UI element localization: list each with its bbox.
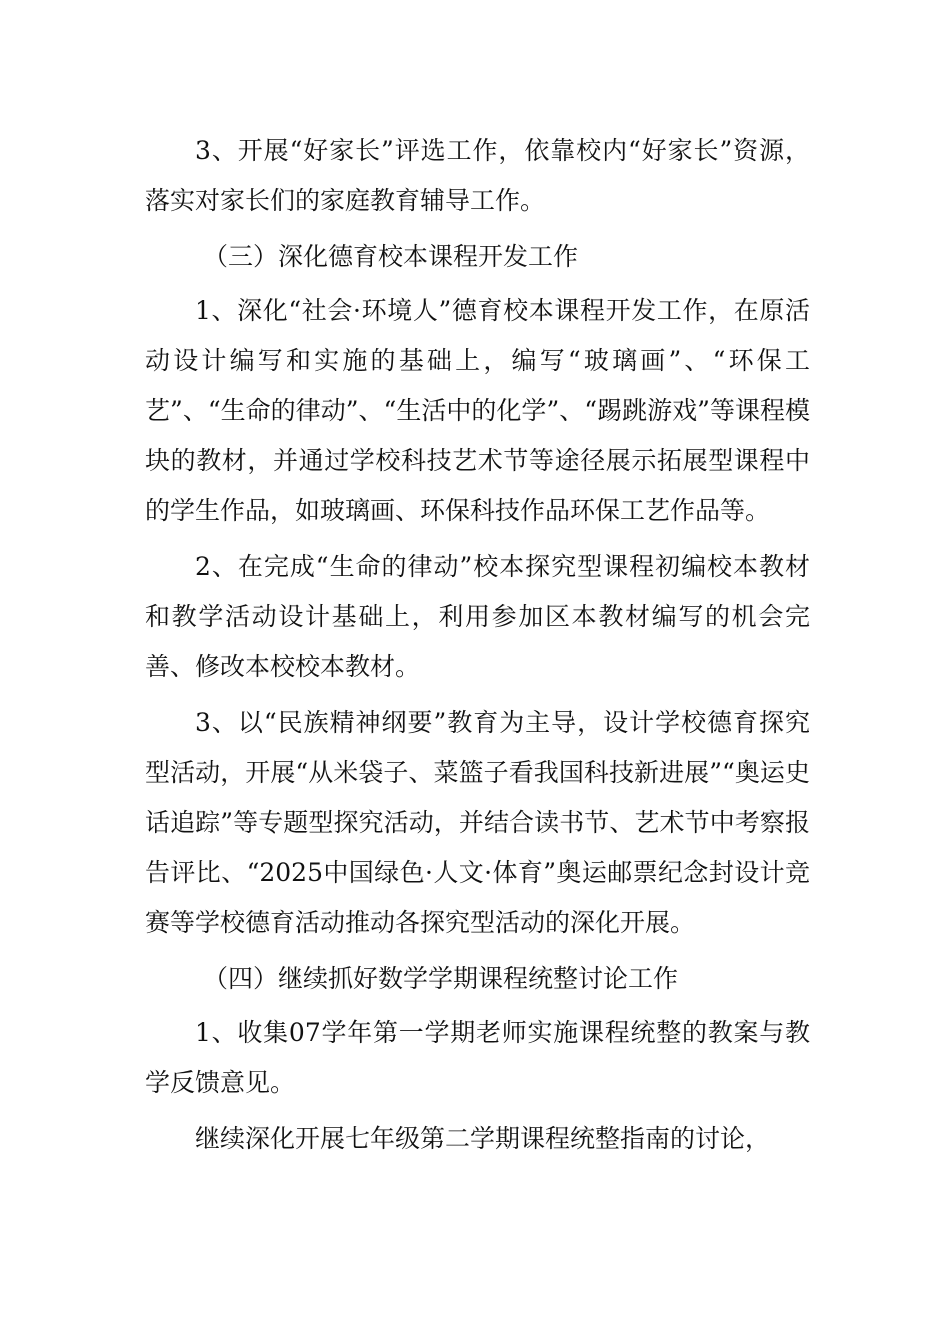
section-heading-3: （三）深化德育校本课程开发工作: [203, 242, 579, 271]
section-heading-4: （四）继续抓好数学学期课程统整讨论工作: [203, 964, 679, 993]
paragraph-inquiry-activities: 3、以“民族精神纲要”教育为主导，设计学校德育探究型活动，开展“从米袋子、菜篮子看我国科技新进展”“奥运史话追踪”等专题型探究活动，并结合读书节、艺术节中考察报告评比、“2025中国绿色·人文·体育”奥运邮票纪念封设计竞赛等学校德育活动推动各探究型活动的深化开展。: [145, 708, 810, 937]
paragraph-course-development: 1、深化“社会·环境人”德育校本课程开发工作，在原活动设计编写和实施的基础上，编写“玻璃画”、“环保工艺”、“生命的律动”、“生活中的化学”、“踢跳游戏”等课程模块的教材，并通过学校科技艺术节等途径展示拓展型课程中的学生作品，如玻璃画、环保科技作品环保工艺作品等。: [145, 296, 810, 525]
paragraph-textbook-revision: 2、在完成“生命的律动”校本探究型课程初编校本教材和教学活动设计基础上，利用参加区本教材编写的机会完善、修改本校校本教材。: [145, 552, 810, 681]
paragraph-collect-feedback: 1、收集07学年第一学期老师实施课程统整的教案与教学反馈意见。: [145, 1018, 810, 1097]
paragraph-continue-guide: 继续深化开展七年级第二学期课程统整指南的讨论，: [195, 1124, 771, 1153]
document-body: [145, 126, 810, 1170]
paragraph-good-parents-selection: 3、开展“好家长”评选工作，依靠校内“好家长”资源，落实对家长们的家庭教育辅导工作。: [145, 136, 810, 215]
